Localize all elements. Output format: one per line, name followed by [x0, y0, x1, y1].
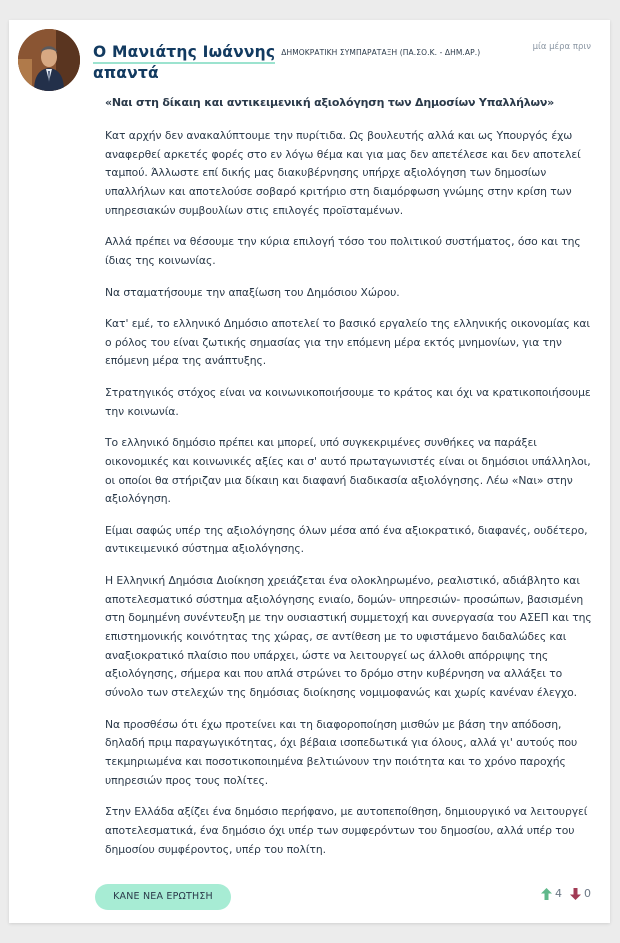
upvote-control[interactable]	[541, 887, 562, 900]
paragraph: Στρατηγικός στόχος είναι να κοινωνικοποιήσουμε το κράτος και όχι να κρατικοποιήσουμε την κοινωνία.	[105, 385, 591, 418]
answers-verb: απαντά	[93, 64, 159, 82]
party-label: ΔΗΜΟΚΡΑΤΙΚΗ ΣΥΜΠΑΡΑΤΑΞΗ (ΠΑ.ΣΟ.Κ. - ΔΗΜ.ΑΡ.)	[281, 48, 481, 57]
paragraph: Να προσθέσω ότι έχω προτείνει και τη διαφοροποίηση μισθών με βάση την απόδοση, δηλαδή πριμ παραγωγικότητας, όχι βέβαια ισοπεδωτικά για όλους, αλλά γι' αυτούς που τεκμηριωμένα και ποσοτικοποιημένα βελτιώνουν την ποιότητα και το χρόνο παροχής υπηρεσιών προς τους πολίτες.	[105, 717, 578, 787]
answer-card	[9, 20, 610, 923]
author-name[interactable]: Ο Μανιάτης Ιωάννης	[93, 43, 275, 64]
paragraph: Κατ αρχήν δεν ανακαλύπτουμε την πυρίτιδα. Ως βουλευτής αλλά και ως Υπουργός έχω αναφερθεί αρκετές φορές στο εν λόγω θέμα και για μας δεν απετέλεσε και δεν αποτελεί ταμπού. Άλλωστε επί δικής μας διακυβέρνησης υπήρχε αξιολόγηση των δημοσίων υπαλλήλων και αποτελούσε σοβαρό κριτήριο στη διαμόρφωση γνώμης στην κρίση των υπηρεσιακών συμβουλίων στις επιλογές προϊσταμένων.	[105, 129, 581, 217]
answer-body	[95, 96, 593, 872]
paragraph: Η Ελληνική Δημόσια Διοίκηση χρειάζεται ένα ολοκληρωμένο, ρεαλιστικό, αδιάβλητο και αποτελεσματικό σύστημα αξιολόγησης ενιαίο, δομών- υπηρεσιών- προσώπων, βασισμένη στη δομημένη συνέντευξη με την ουσιαστική συμμετοχή και συνεργασία του ΑΣΕΠ και της επιστημονικής κοινότητας της χώρας, σε αντίθεση με το υφιστάμενο δαιδαλώδες και αναξιοκρατικό πλαίσιο που υπάρχει, ώστε να λειτουργεί ως άλλοθι απόρριψης της αξιολόγησης, σήμερα και που απλά στρώνει το δρόμο στην κυβέρνηση να αλλάξει το σύνολο των στελεχών της δημόσιας διοίκησης νομιμοφανώς και χωρίς κανέναν έλεγχο.	[105, 573, 592, 700]
upvote-count: 4	[555, 887, 562, 900]
avatar[interactable]	[18, 29, 80, 91]
arrow-up-icon	[541, 888, 552, 900]
politician-photo	[18, 29, 80, 91]
paragraph: Το ελληνικό δημόσιο πρέπει και μπορεί, υπό συγκεκριμένες συνθήκες να παράξει οικονομικές και κοινωνικές αξίες και σ' αυτό πρωταγωνιστές είναι οι δημόσιοι υπάλληλοι, οι οποίοι θα στήριζαν μια δίκαιη και διαφανή διαδικασία αξιολόγησης. Λέω «Ναι» στην αξιολόγηση.	[105, 436, 591, 506]
paragraph: Είμαι σαφώς υπέρ της αξιολόγησης όλων μέσα από ένα αξιοκρατικό, διαφανές, ουδέτερο, αντικειμενικό σύστημα αξιολόγησης.	[105, 523, 588, 556]
timestamp: μία μέρα πριν	[532, 42, 591, 52]
arrow-down-icon	[570, 888, 581, 900]
answer-header	[93, 42, 533, 82]
paragraph: Αλλά πρέπει να θέσουμε την κύρια επιλογή τόσο του πολιτικού συστήματος, όσο και της ίδιας της κοινωνίας.	[105, 235, 581, 268]
answer-headline: «Ναι στη δίκαιη και αντικειμενική αξιολόγηση των Δημοσίων Υπαλλήλων»	[105, 96, 555, 109]
paragraph: Κατ' εμέ, το ελληνικό Δημόσιο αποτελεί το βασικό εργαλείο της ελληνικής οικονομίας και ο ρόλος του είναι ζωτικής σημασίας για την επόμενη μέρα εκτός μνημονίων, για την επόμενη μέρα της ανάπτυξης.	[105, 317, 591, 368]
ask-new-question-button[interactable]: ΚΑΝΕ ΝΕΑ ΕΡΩΤΗΣΗ	[95, 884, 231, 910]
downvote-count: 0	[584, 887, 591, 900]
downvote-control[interactable]	[570, 887, 591, 900]
vote-controls	[533, 887, 591, 900]
paragraph: Να σταματήσουμε την απαξίωση του Δημόσιου Χώρου.	[105, 285, 400, 299]
paragraph: Στην Ελλάδα αξίζει ένα δημόσιο περήφανο, με αυτοπεποίθηση, δημιουργικό να λειτουργεί αποτελεσματικά, ένα δημόσιο όχι υπέρ των συμφερόντων του δημοσίου, αλλά υπέρ του δημοσίου συμφέροντος, υπέρ του πολίτη.	[105, 805, 588, 856]
